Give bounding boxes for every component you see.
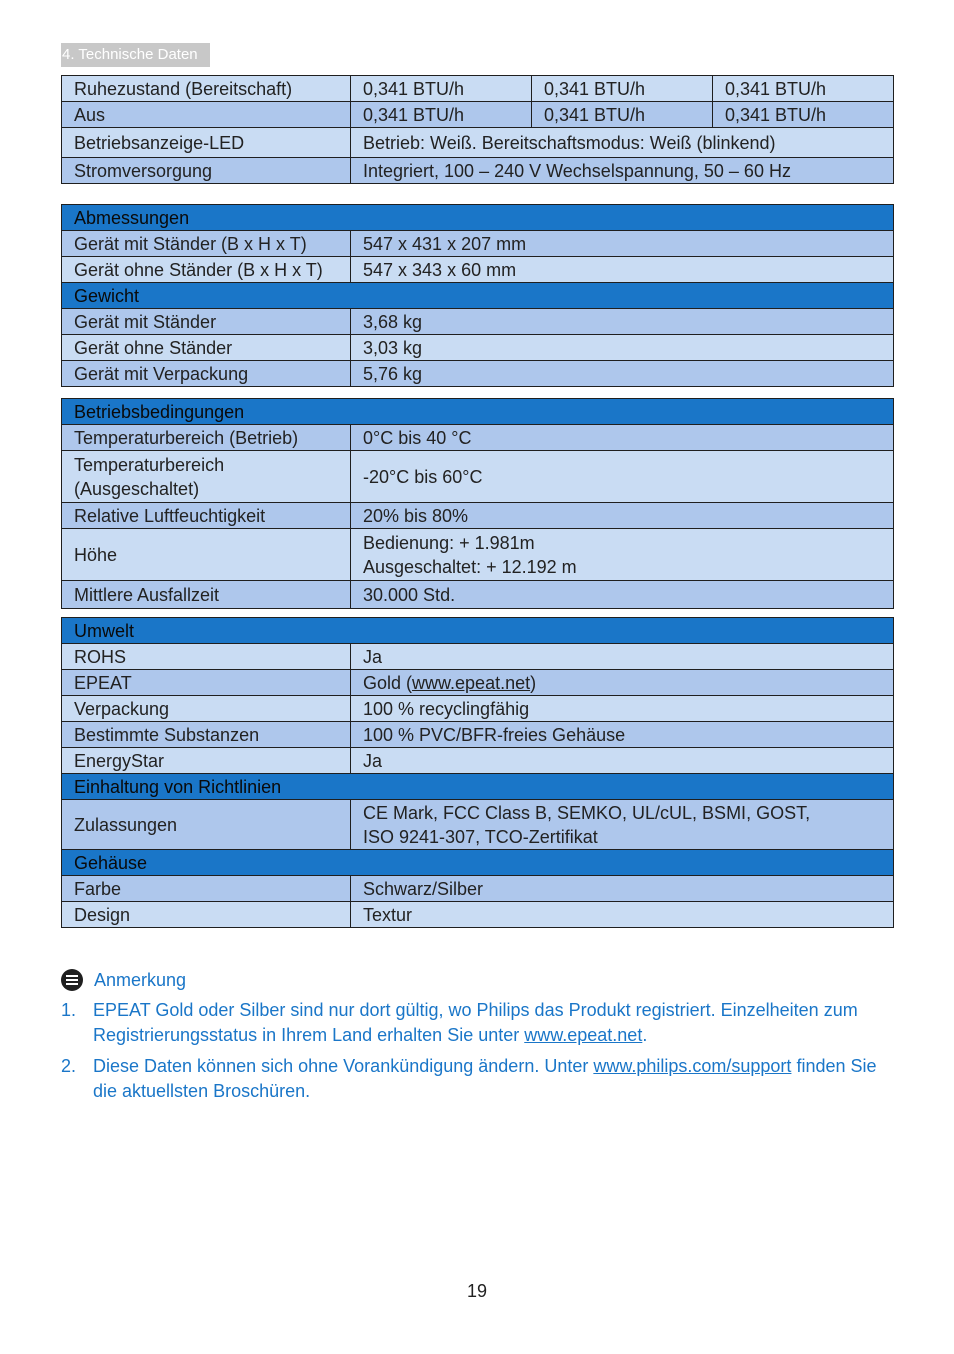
spec-label: ROHS xyxy=(62,644,351,670)
spec-label: EnergyStar xyxy=(62,748,351,774)
section-header-umwelt: Umwelt xyxy=(62,618,894,644)
table-row xyxy=(62,451,894,503)
spec-value: 5,76 kg xyxy=(351,361,894,387)
spec-value: Schwarz/Silber xyxy=(351,876,894,902)
list-item xyxy=(61,998,893,1048)
spec-value: 547 x 343 x 60 mm xyxy=(351,257,894,283)
spec-label: Bestimmte Substanzen xyxy=(62,722,351,748)
table-section-header xyxy=(62,850,894,876)
spec-value: 0,341 BTU/h xyxy=(713,76,894,102)
section-header-gewicht: Gewicht xyxy=(62,283,894,309)
spec-label: Gerät mit Ständer xyxy=(62,309,351,335)
spec-label: Design xyxy=(62,902,351,928)
table-row xyxy=(62,257,894,283)
note-text-part: EPEAT Gold oder Silber sind nur dort gültig, wo Philips das Produkt registriert. Einzelheiten zum Registrierungsstatus in Ihrem Land erhalten Sie unter xyxy=(93,1000,858,1045)
table-row xyxy=(62,581,894,609)
spec-value: 30.000 Std. xyxy=(351,581,894,609)
table-row xyxy=(62,902,894,928)
spec-label: Relative Luftfeuchtigkeit xyxy=(62,503,351,529)
operating-conditions-table xyxy=(61,398,894,609)
spec-value: 0,341 BTU/h xyxy=(532,76,713,102)
table-section-header xyxy=(62,283,894,309)
spec-label: Ruhezustand (Bereitschaft) xyxy=(62,76,351,102)
table-section-header xyxy=(62,618,894,644)
philips-support-link[interactable]: www.philips.com/support xyxy=(593,1056,792,1076)
spec-value: 100 % PVC/BFR-freies Gehäuse xyxy=(351,722,894,748)
spec-value: 0,341 BTU/h xyxy=(351,102,532,128)
spec-label: Betriebsanzeige-LED xyxy=(62,128,351,158)
spec-value-line: CE Mark, FCC Class B, SEMKO, UL/cUL, BSMI, GOST, xyxy=(363,802,811,823)
note-icon xyxy=(61,969,83,991)
spec-label: Höhe xyxy=(62,529,351,581)
note-text-part: . xyxy=(642,1025,648,1045)
page-number: 19 xyxy=(466,1281,488,1301)
table-row xyxy=(62,425,894,451)
list-number: 1. xyxy=(61,1000,77,1020)
list-number: 2. xyxy=(61,1056,77,1076)
table-row xyxy=(62,800,894,850)
spec-label: Aus xyxy=(62,102,351,128)
spec-label: Farbe xyxy=(62,876,351,902)
power-table xyxy=(61,75,894,184)
spec-value-line: Ausgeschaltet: + 12.192 m xyxy=(363,556,577,577)
note-text-part: Diese Daten können sich ohne Vorankündigung ändern. Unter xyxy=(93,1056,594,1076)
table-row xyxy=(62,309,894,335)
note-text xyxy=(93,998,893,1048)
spec-label: Mittlere Ausfallzeit xyxy=(62,581,351,609)
spec-label: Gerät mit Ständer (B x H x T) xyxy=(62,231,351,257)
table-section-header xyxy=(62,399,894,425)
spec-value: Betrieb: Weiß. Bereitschaftsmodus: Weiß (blinkend) xyxy=(351,128,894,158)
epeat-link[interactable]: www.epeat.net xyxy=(412,672,531,693)
spec-label: Stromversorgung xyxy=(62,158,351,184)
table-row xyxy=(62,503,894,529)
table-section-header xyxy=(62,205,894,231)
section-tag: 4. Technische Daten xyxy=(61,43,210,67)
spec-value-line: ISO 9241-307, TCO-Zertifikat xyxy=(363,826,598,847)
section-header-betriebsbedingungen: Betriebsbedingungen xyxy=(62,399,894,425)
list-item xyxy=(61,1054,893,1104)
table-row xyxy=(62,529,894,581)
spec-value: Ja xyxy=(351,644,894,670)
table-row xyxy=(62,231,894,257)
spec-value-text: Gold ( xyxy=(363,672,413,693)
spec-value-text: ) xyxy=(530,672,537,693)
spec-value: Ja xyxy=(351,748,894,774)
table-row xyxy=(62,644,894,670)
table-row xyxy=(62,876,894,902)
spec-label: Gerät ohne Ständer (B x H x T) xyxy=(62,257,351,283)
spec-value xyxy=(351,529,894,581)
environment-table xyxy=(61,617,894,928)
section-header-abmessungen: Abmessungen xyxy=(62,205,894,231)
spec-label: EPEAT xyxy=(62,670,351,696)
table-row xyxy=(62,128,894,158)
section-header-gehaeuse: Gehäuse xyxy=(62,850,894,876)
spec-label: Gerät mit Verpackung xyxy=(62,361,351,387)
spec-value-line: Bedienung: + 1.981m xyxy=(363,532,535,553)
note-text-part: finden Sie die aktuellsten Broschüren. xyxy=(93,1056,877,1101)
note-title: Anmerkung xyxy=(94,969,187,990)
note-list xyxy=(61,998,893,1110)
spec-label: Verpackung xyxy=(62,696,351,722)
table-section-header xyxy=(62,774,894,800)
spec-label: Temperaturbereich (Betrieb) xyxy=(62,425,351,451)
spec-value: 0,341 BTU/h xyxy=(532,102,713,128)
spec-value: -20°C bis 60°C xyxy=(351,451,894,503)
table-row xyxy=(62,722,894,748)
spec-value: 100 % recyclingfähig xyxy=(351,696,894,722)
note-heading xyxy=(61,968,186,992)
table-row xyxy=(62,748,894,774)
section-header-richtlinien: Einhaltung von Richtlinien xyxy=(62,774,894,800)
spec-value: Textur xyxy=(351,902,894,928)
spec-label: Temperaturbereich (Ausgeschaltet) xyxy=(62,451,351,503)
spec-label: Gerät ohne Ständer xyxy=(62,335,351,361)
spec-value xyxy=(351,800,894,850)
table-row xyxy=(62,696,894,722)
spec-value: 3,03 kg xyxy=(351,335,894,361)
spec-label: Zulassungen xyxy=(62,800,351,850)
spec-value: 547 x 431 x 207 mm xyxy=(351,231,894,257)
spec-value: 3,68 kg xyxy=(351,309,894,335)
spec-value: 20% bis 80% xyxy=(351,503,894,529)
table-row xyxy=(62,76,894,102)
epeat-link[interactable]: www.epeat.net xyxy=(524,1025,643,1045)
note-text xyxy=(93,1054,893,1104)
dimensions-weight-table xyxy=(61,204,894,387)
table-row xyxy=(62,361,894,387)
table-row xyxy=(62,670,894,696)
spec-value: 0,341 BTU/h xyxy=(351,76,532,102)
table-row xyxy=(62,158,894,184)
spec-value xyxy=(351,670,894,696)
spec-value: Integriert, 100 – 240 V Wechselspannung, 50 – 60 Hz xyxy=(351,158,894,184)
spec-value: 0,341 BTU/h xyxy=(713,102,894,128)
spec-value: 0°C bis 40 °C xyxy=(351,425,894,451)
table-row xyxy=(62,102,894,128)
table-row xyxy=(62,335,894,361)
